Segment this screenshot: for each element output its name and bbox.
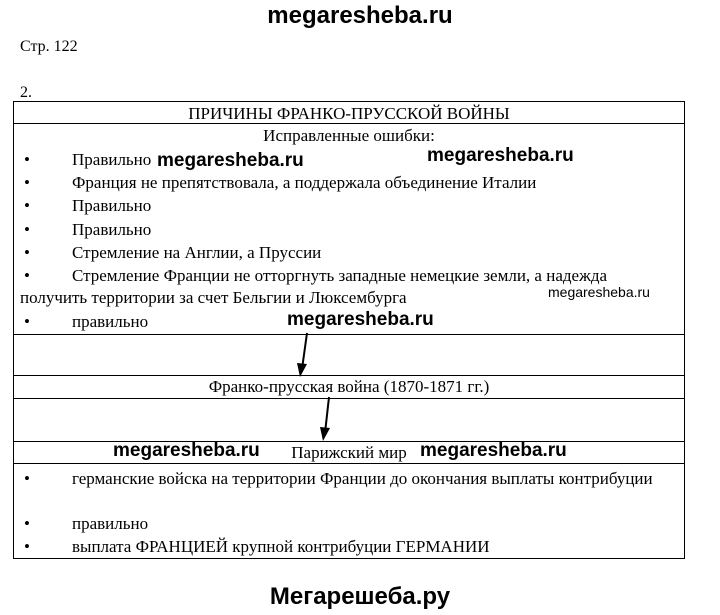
watermark: megaresheba.ru <box>420 440 567 461</box>
peace-text: выплата ФРАНЦИЕЙ крупной контрибуции ГЕРМАНИИ <box>72 537 490 556</box>
table-divider <box>14 463 684 464</box>
arrow-down-icon <box>295 333 315 378</box>
correction-item <box>20 195 674 217</box>
table-divider <box>14 123 684 124</box>
peace-text: германские войска на территории Франции до окончания выплаты контрибуции <box>72 469 653 488</box>
correction-text: Правильно <box>72 220 152 239</box>
bullet: • <box>24 266 30 285</box>
bullet: • <box>24 220 30 239</box>
peace-text: правильно <box>72 514 149 533</box>
bullet: • <box>24 243 30 262</box>
corrections-heading: Исправленные ошибки: <box>263 126 435 145</box>
peace-item <box>20 536 674 558</box>
bullet: • <box>24 537 30 556</box>
bullet: • <box>24 469 30 488</box>
table-title: ПРИЧИНЫ ФРАНКО-ПРУССКОЙ ВОЙНЫ <box>188 104 510 123</box>
arrow-down-icon <box>317 397 337 442</box>
table-divider <box>14 375 684 376</box>
correction-item <box>20 219 674 241</box>
watermark: megaresheba.ru <box>287 309 434 330</box>
footer-title: Мегарешеба.ру <box>269 583 451 610</box>
page-reference: Стр. 122 <box>20 38 78 55</box>
task-number: 2. <box>20 84 32 101</box>
peace-item <box>20 468 670 490</box>
correction-text: Франция не препятствовала, а поддержала объединение Италии <box>72 173 537 192</box>
war-row: Франко-прусская война (1870-1871 гг.) <box>208 377 490 396</box>
correction-text: Правильно <box>72 150 152 169</box>
bullet: • <box>24 514 30 533</box>
peace-row: Парижский мир <box>291 443 407 462</box>
watermark: megaresheba.ru <box>157 150 304 171</box>
correction-item <box>20 242 674 264</box>
peace-item <box>20 513 674 535</box>
table-divider <box>14 398 684 399</box>
watermark: megaresheba.ru <box>548 284 650 300</box>
bullet: • <box>24 312 30 331</box>
bullet: • <box>24 196 30 215</box>
watermark: megaresheba.ru <box>427 145 574 166</box>
table-divider <box>14 334 684 335</box>
correction-text: Стремление Франции не отторгнуть западные немецкие земли, а надежда получить территории за счет Бельгии и Люксембурга <box>20 266 608 307</box>
bullet: • <box>24 150 30 169</box>
correction-item <box>20 172 674 194</box>
bullet: • <box>24 173 30 192</box>
correction-text: правильно <box>72 312 149 331</box>
correction-item <box>20 149 674 171</box>
correction-text: Правильно <box>72 196 152 215</box>
site-title: megaresheba.ru <box>267 2 453 29</box>
watermark: megaresheba.ru <box>113 440 260 461</box>
correction-text: Стремление на Англии, а Пруссии <box>72 243 322 262</box>
